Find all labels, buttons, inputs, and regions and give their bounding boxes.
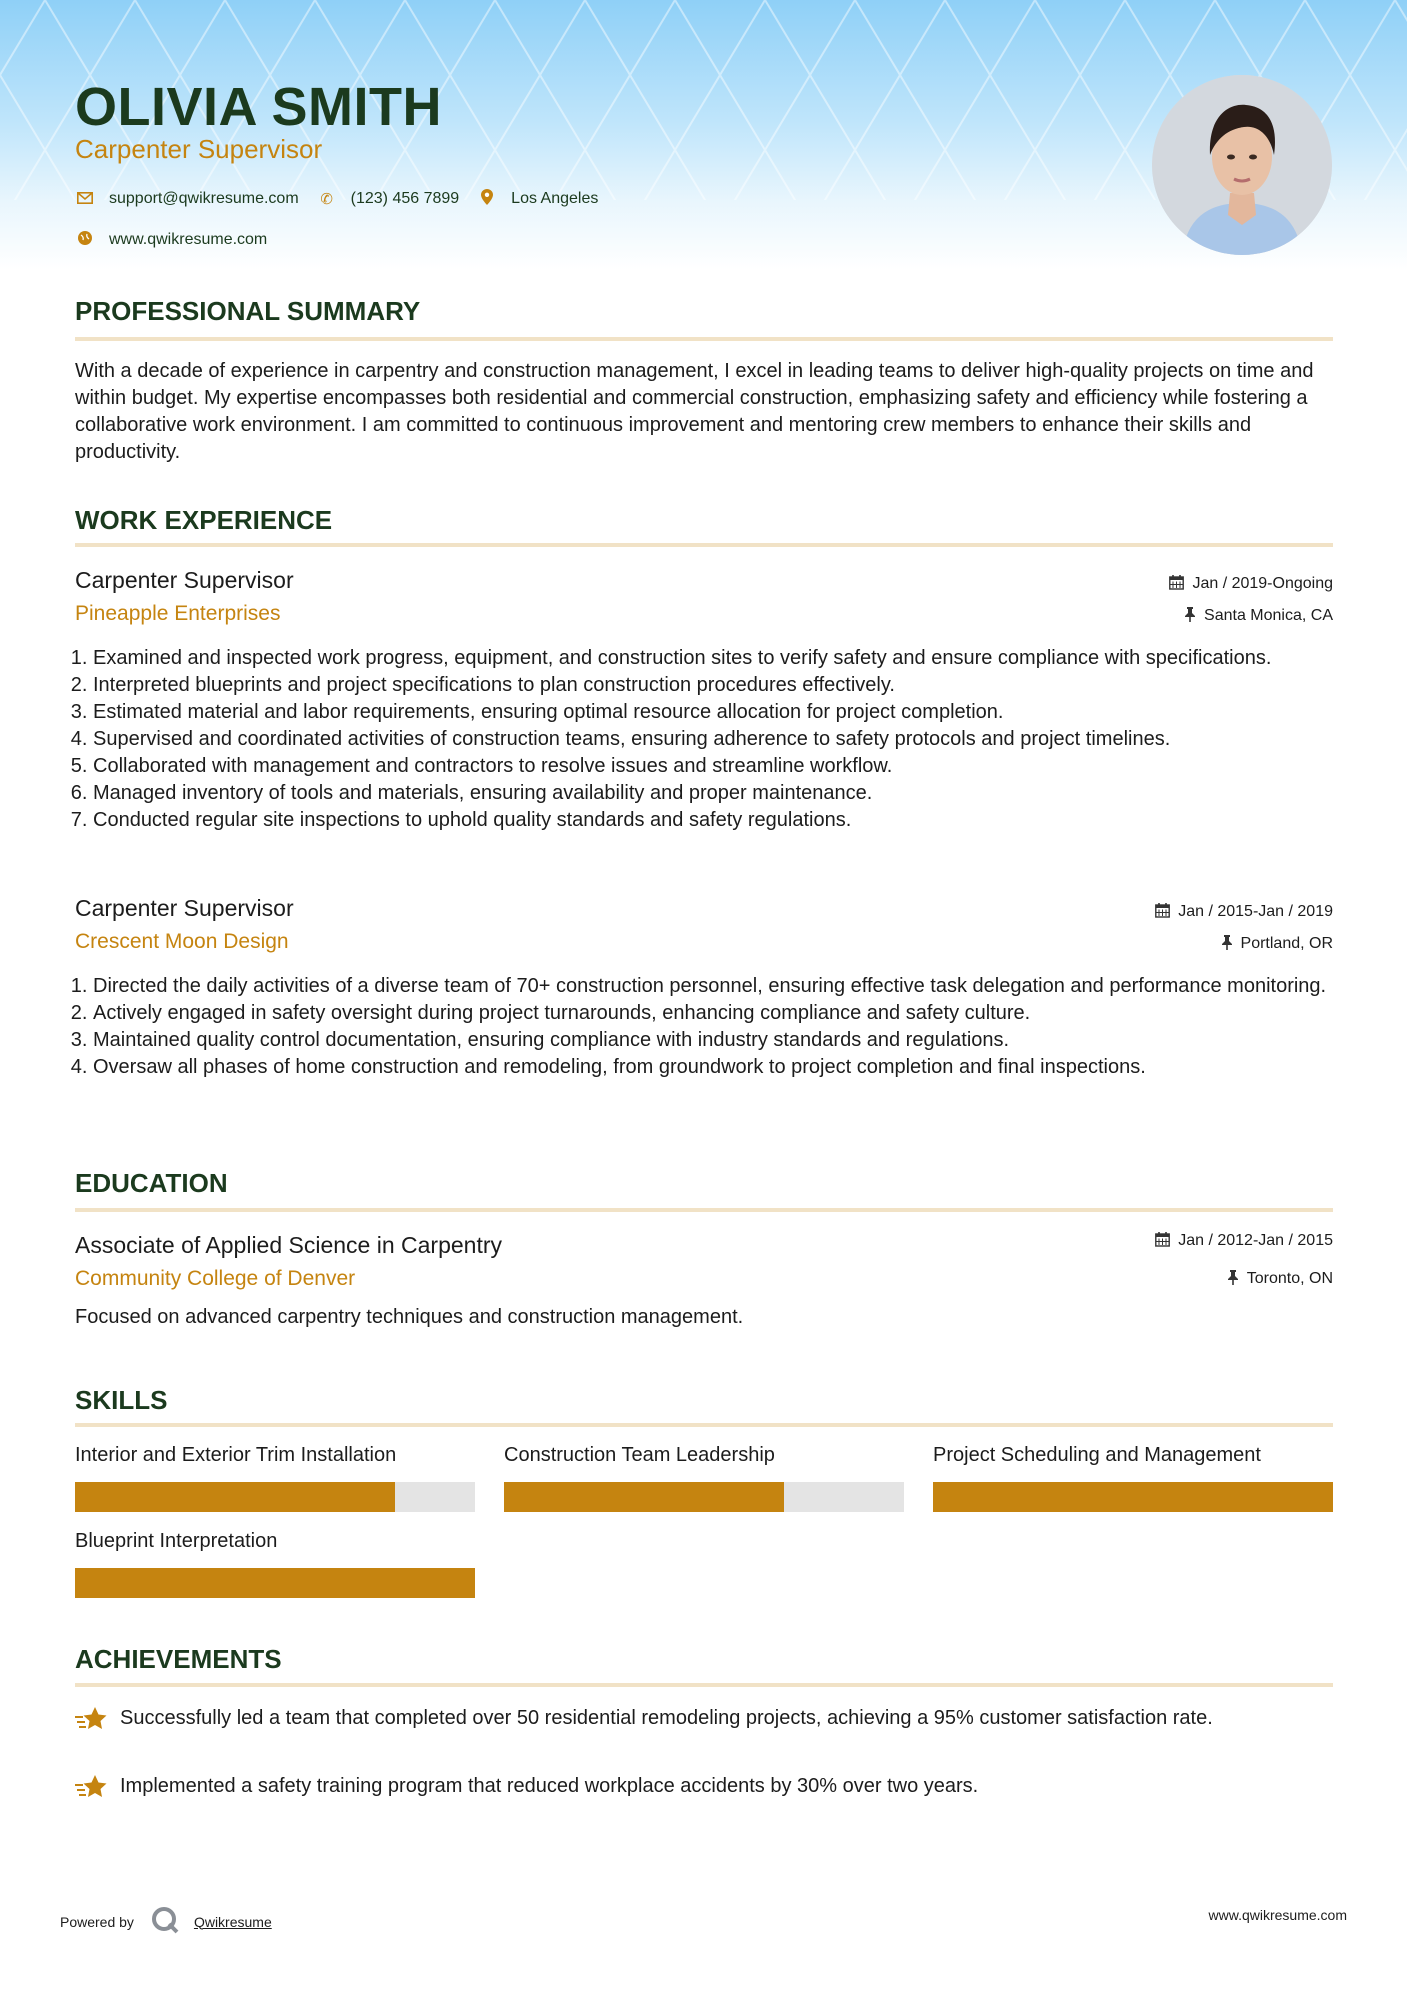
candidate-title: Carpenter Supervisor xyxy=(75,134,323,164)
contact-location xyxy=(477,189,598,209)
list-item: 1. Directed the daily activities of a diverse team of 70+ construction personnel, ensuring effective task delegation and performance monitoring. xyxy=(93,973,1351,1000)
list-item: 2. Interpreted blueprints and project specifications to plan construction procedures effectively. xyxy=(93,672,1351,699)
contact-row-secondary xyxy=(75,231,285,249)
qwikresume-logo-icon xyxy=(150,1905,180,1938)
list-item: 4. Supervised and coordinated activities of construction teams, ensuring adherence to safety protocols and project timelines. xyxy=(93,726,1351,753)
achievement-item xyxy=(75,1705,1333,1741)
achievement-text: Successfully led a team that completed over 50 residential remodeling projects, achieving a 95% customer satisfaction rate. xyxy=(120,1707,1213,1729)
profile-photo xyxy=(1152,75,1332,255)
skill-name: Construction Team Leadership xyxy=(504,1444,775,1466)
envelope-icon xyxy=(75,191,95,208)
skill-bar-track xyxy=(933,1482,1333,1512)
phone-icon: ✆ xyxy=(320,191,333,208)
achievement-item xyxy=(75,1773,1333,1809)
job-bullet-list xyxy=(75,973,1351,1081)
education-description: Focused on advanced carpentry techniques and construction management. xyxy=(75,1306,744,1328)
education-divider xyxy=(75,1208,1333,1212)
skill-name: Interior and Exterior Trim Installation xyxy=(75,1444,397,1466)
skill-item xyxy=(933,1444,1333,1474)
skill-bar-track xyxy=(504,1482,904,1512)
contact-row-primary xyxy=(75,189,616,209)
job-location-text: Portland, OR xyxy=(1240,935,1333,952)
skill-name: Project Scheduling and Management xyxy=(933,1444,1261,1466)
experience-heading: WORK EXPERIENCE xyxy=(75,505,333,535)
achievement-text: Implemented a safety training program that reduced workplace accidents by 30% over two years. xyxy=(120,1775,979,1797)
pushpin-icon xyxy=(1227,1270,1239,1288)
list-item: 5. Collaborated with management and contractors to resolve issues and streamline workflow. xyxy=(93,753,1351,780)
summary-divider xyxy=(75,337,1333,341)
achievements-heading: ACHIEVEMENTS xyxy=(75,1644,282,1674)
experience-divider xyxy=(75,543,1333,547)
calendar-icon xyxy=(1169,575,1184,593)
brand-link[interactable]: Qwikresume xyxy=(193,1913,272,1930)
contact-email[interactable] xyxy=(75,190,299,208)
job-dates-text: Jan / 2015-Jan / 2019 xyxy=(1178,903,1333,920)
education-location xyxy=(1227,1270,1333,1288)
job-bullet-list xyxy=(75,645,1351,834)
summary-text: With a decade of experience in carpentry and construction management, I excel in leading teams to deliver high-quality projects on time and within budget. My expertise encompasses both residential and commercial construction, emphasizing safety and efficiency while fostering a collaborative work environment. I am committed to continuous improvement and mentoring crew members to enhance their skills and productivity. xyxy=(75,360,1314,463)
list-item: 3. Maintained quality control documentation, ensuring compliance with industry standards and regulations. xyxy=(93,1027,1351,1054)
job-location-text: Santa Monica, CA xyxy=(1204,607,1333,624)
location-text: Los Angeles xyxy=(511,190,599,207)
skills-heading: SKILLS xyxy=(75,1385,168,1415)
pushpin-icon xyxy=(1184,607,1196,625)
list-item: 4. Oversaw all phases of home construction and remodeling, from groundwork to project completion and final inspections. xyxy=(93,1054,1351,1081)
job-company: Pineapple Enterprises xyxy=(75,602,281,625)
list-item: 3. Estimated material and labor requirements, ensuring optimal resource allocation for project completion. xyxy=(93,699,1351,726)
skill-bar-fill xyxy=(933,1482,1333,1512)
job-role: Carpenter Supervisor xyxy=(75,895,294,921)
list-item: 1. Examined and inspected work progress, equipment, and construction sites to verify safety and ensure compliance with specifications. xyxy=(93,645,1351,672)
powered-by xyxy=(60,1905,272,1938)
phone-text: (123) 456 7899 xyxy=(350,190,460,207)
education-location-text: Toronto, ON xyxy=(1246,1270,1333,1287)
skill-item xyxy=(504,1444,904,1474)
list-item: 6. Managed inventory of tools and materials, ensuring availability and proper maintenance. xyxy=(93,780,1351,807)
degree-title: Associate of Applied Science in Carpentry xyxy=(75,1232,503,1258)
education-dates xyxy=(1155,1232,1333,1250)
job-location xyxy=(1221,935,1333,953)
skill-item xyxy=(75,1444,475,1474)
job-dates xyxy=(1155,903,1333,921)
skill-item xyxy=(75,1530,475,1560)
shooting-star-icon xyxy=(75,1773,120,1809)
map-pin-icon xyxy=(477,189,497,209)
skill-bar-fill xyxy=(75,1568,475,1598)
education-dates-text: Jan / 2012-Jan / 2015 xyxy=(1178,1232,1333,1249)
email-text: support@qwikresume.com xyxy=(109,190,299,207)
job-role: Carpenter Supervisor xyxy=(75,567,294,593)
achievements-divider xyxy=(75,1683,1333,1687)
skill-bar-fill xyxy=(75,1482,395,1512)
summary-heading: PROFESSIONAL SUMMARY xyxy=(75,296,421,326)
job-dates xyxy=(1169,575,1333,593)
pushpin-icon xyxy=(1221,935,1233,953)
list-item: 7. Conducted regular site inspections to uphold quality standards and safety regulations. xyxy=(93,807,1351,834)
contact-phone[interactable] xyxy=(317,190,460,208)
education-heading: EDUCATION xyxy=(75,1168,228,1198)
footer-website[interactable]: www.qwikresume.com xyxy=(1208,1907,1347,1923)
skills-divider xyxy=(75,1423,1333,1427)
calendar-icon xyxy=(1155,903,1170,921)
job-location xyxy=(1184,607,1333,625)
job-company: Crescent Moon Design xyxy=(75,930,289,953)
contact-website[interactable] xyxy=(75,231,267,249)
job-dates-text: Jan / 2019-Ongoing xyxy=(1192,575,1333,592)
powered-by-label: Powered by xyxy=(60,1913,134,1930)
candidate-name: OLIVIA SMITH xyxy=(75,77,442,137)
school-name: Community College of Denver xyxy=(75,1267,356,1290)
page-footer xyxy=(0,1890,1407,1940)
globe-icon xyxy=(75,231,95,249)
list-item: 2. Actively engaged in safety oversight during project turnarounds, enhancing compliance and safety culture. xyxy=(93,1000,1351,1027)
skill-bar-track xyxy=(75,1568,475,1598)
website-text: www.qwikresume.com xyxy=(109,231,268,248)
skill-bar-fill xyxy=(504,1482,784,1512)
shooting-star-icon xyxy=(75,1705,120,1741)
skill-bar-track xyxy=(75,1482,475,1512)
skill-name: Blueprint Interpretation xyxy=(75,1530,278,1552)
calendar-icon xyxy=(1155,1232,1170,1250)
